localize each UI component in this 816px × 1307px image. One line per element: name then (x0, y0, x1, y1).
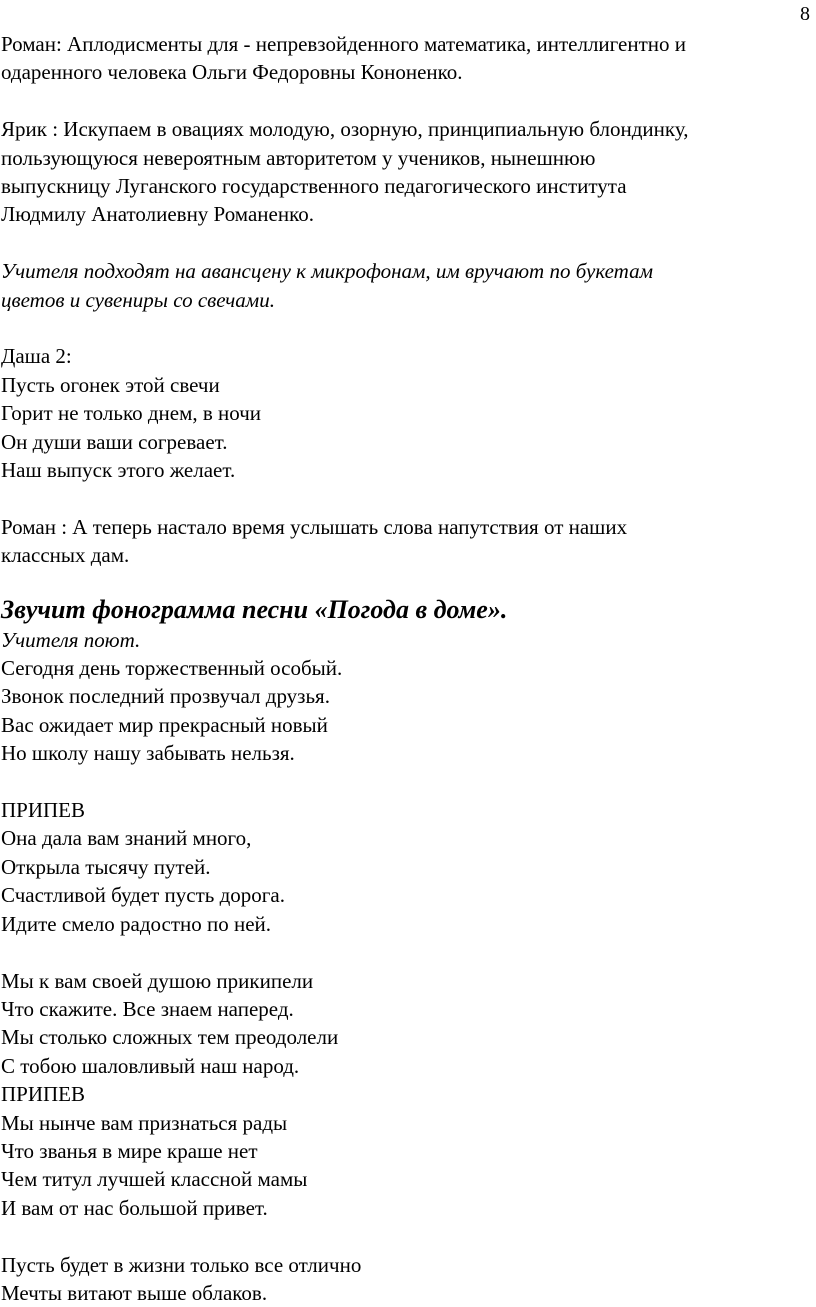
text-line: выпускницу Луганского государственного педагогического института (1, 174, 627, 199)
text-line: Но школу нашу забывать нельзя. (1, 741, 295, 766)
text-line: Роман : А теперь настало время услышать слова напутствия от наших (1, 514, 628, 539)
dasha-poem (1, 342, 813, 484)
text-line: пользующуюся невероятным авторитетом у учеников, нынешнюю (1, 145, 596, 170)
text-line: цветов и сувениры со свечами. (1, 287, 275, 312)
text-line: Чем титул лучшей классной мамы (1, 1167, 308, 1192)
text-line: Идите смело радостно по ней. (1, 911, 272, 936)
text-line: Наш выпуск этого желает. (1, 458, 236, 483)
text-line: ПРИПЕВ (1, 798, 86, 823)
text-line: Ярик : Искупаем в овациях молодую, озорную, принципиальную блондинку, (1, 117, 689, 142)
text-line: Пусть будет в жизни только все отлично (1, 1252, 362, 1277)
roman-second-paragraph (1, 513, 813, 570)
text-line: Открыла тысячу путей. (1, 854, 211, 879)
song-title: Звучит фонограмма песни «Погода в доме». (1, 594, 508, 624)
roman-intro-paragraph (1, 30, 813, 87)
song-verse-2 (1, 967, 813, 1223)
text-line: Что скажите. Все знаем наперед. (1, 996, 294, 1021)
yarik-paragraph (1, 115, 813, 229)
text-line: классных дам. (1, 543, 130, 568)
text-line: Людмилу Анатолиевну Романенко. (1, 202, 314, 227)
text-line: С тобою шаловливый наш народ. (1, 1053, 300, 1078)
document-content (1, 30, 813, 1307)
text-line: Она дала вам знаний много, (1, 826, 252, 851)
text-line: Учителя подходят на авансцену к микрофонам, им вручают по букетам (1, 259, 653, 284)
text-line: Пусть огонек этой свечи (1, 372, 220, 397)
text-line: ПРИПЕВ (1, 1082, 86, 1107)
page-number: 8 (800, 3, 810, 25)
text-line: Горит не только днем, в ночи (1, 401, 262, 426)
text-line: Мы нынче вам признаться рады (1, 1110, 288, 1135)
text-line: И вам от нас большой привет. (1, 1195, 268, 1220)
stage-direction (1, 257, 813, 314)
text-line: Звонок последний прозвучал друзья. (1, 684, 330, 709)
text-line: Сегодня день торжественный особый. (1, 656, 343, 681)
text-line: Мечты витают выше облаков. (1, 1280, 268, 1305)
text-line: Счастливой будет пусть дорога. (1, 883, 285, 908)
text-line: Он души ваши согревает. (1, 429, 228, 454)
text-line: Вас ожидает мир прекрасный новый (1, 712, 328, 737)
song-chorus (1, 796, 813, 938)
text-line: Что званья в мире краше нет (1, 1138, 258, 1163)
text-line: Даша 2: (1, 344, 72, 369)
text-line: Мы столько сложных тем преодолели (1, 1025, 339, 1050)
song-verse-1 (1, 654, 813, 768)
text-line: Мы к вам своей душою прикипели (1, 968, 314, 993)
text-line: одаренного человека Ольги Федоровны Кононенко. (1, 60, 463, 85)
song-direction: Учителя поют. (1, 627, 141, 652)
song-verse-3 (1, 1251, 813, 1307)
text-line: Роман: Аплодисменты для - непревзойденного математика, интеллигентно и (1, 32, 686, 56)
